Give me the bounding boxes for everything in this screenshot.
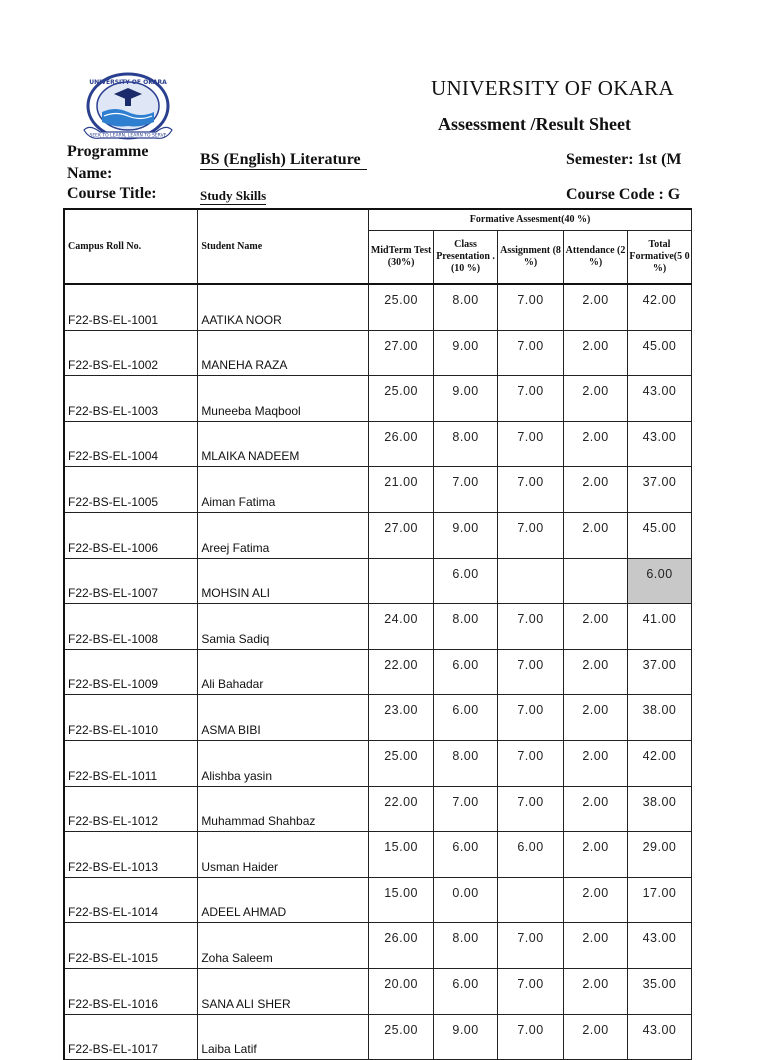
midterm-cell: 22.00 [369, 649, 434, 695]
midterm-cell: 25.00 [369, 376, 434, 422]
assignment-cell: 6.00 [498, 832, 564, 878]
campus-roll-cell: F22-BS-EL-1003 [64, 376, 198, 422]
student-name-cell: Usman Haider [198, 832, 369, 878]
header-student-name: Student Name [198, 209, 369, 284]
campus-roll-cell: F22-BS-EL-1002 [64, 330, 198, 376]
total-formative-cell: 37.00 [627, 467, 691, 513]
total-formative-cell: 43.00 [627, 923, 691, 969]
campus-roll-cell: F22-BS-EL-1015 [64, 923, 198, 969]
course-title-label: Course Title: [67, 185, 157, 202]
student-name-cell: MANEHA RAZA [198, 330, 369, 376]
presentation-cell: 6.00 [434, 649, 498, 695]
presentation-cell: 8.00 [434, 421, 498, 467]
table-row [64, 467, 692, 513]
table-row [64, 740, 692, 786]
presentation-cell: 6.00 [434, 695, 498, 741]
assignment-cell: 7.00 [498, 695, 564, 741]
midterm-cell: 27.00 [369, 512, 434, 558]
student-name-cell: AATIKA NOOR [198, 284, 369, 330]
attendance-cell: 2.00 [564, 284, 628, 330]
campus-roll-cell: F22-BS-EL-1011 [64, 740, 198, 786]
table-row [64, 923, 692, 969]
presentation-cell: 8.00 [434, 923, 498, 969]
attendance-cell [564, 558, 628, 604]
assignment-cell: 7.00 [498, 467, 564, 513]
campus-roll-cell: F22-BS-EL-1007 [64, 558, 198, 604]
presentation-cell: 0.00 [434, 877, 498, 923]
table-row [64, 968, 692, 1014]
table-body [64, 284, 692, 1060]
campus-roll-cell: F22-BS-EL-1016 [64, 968, 198, 1014]
student-name-cell: Laiba Latif [198, 1014, 369, 1060]
table-row [64, 421, 692, 467]
attendance-cell: 2.00 [564, 695, 628, 741]
attendance-cell: 2.00 [564, 740, 628, 786]
campus-roll-cell: F22-BS-EL-1013 [64, 832, 198, 878]
university-title: UNIVERSITY OF OKARA [431, 76, 674, 100]
logo-name: UNIVERSITY OF OKARA [89, 79, 167, 86]
attendance-cell: 2.00 [564, 467, 628, 513]
course-code-label: Course Code : G [566, 186, 681, 203]
table-row [64, 649, 692, 695]
student-name-cell: Aiman Fatima [198, 467, 369, 513]
student-name-cell: Ali Bahadar [198, 649, 369, 695]
header-attendance: Attendance (2 %) [564, 231, 628, 285]
table-row [64, 1014, 692, 1060]
campus-roll-cell: F22-BS-EL-1005 [64, 467, 198, 513]
midterm-cell: 27.00 [369, 330, 434, 376]
sheet-title: Assessment /Result Sheet [438, 114, 631, 134]
attendance-cell: 2.00 [564, 330, 628, 376]
campus-roll-cell: F22-BS-EL-1012 [64, 786, 198, 832]
presentation-cell: 8.00 [434, 604, 498, 650]
university-logo [70, 72, 186, 144]
header-presentation: Class Presentation .(10 %) [434, 231, 498, 285]
programme-label: Programme Name: [67, 143, 149, 182]
student-name-cell: MOHSIN ALI [198, 558, 369, 604]
attendance-cell: 2.00 [564, 786, 628, 832]
header-campus-roll: Campus Roll No. [64, 209, 198, 284]
assignment-cell: 7.00 [498, 923, 564, 969]
assignment-cell [498, 558, 564, 604]
table-row [64, 558, 692, 604]
attendance-cell: 2.00 [564, 877, 628, 923]
table-row [64, 786, 692, 832]
midterm-cell: 20.00 [369, 968, 434, 1014]
midterm-cell: 15.00 [369, 877, 434, 923]
campus-roll-cell: F22-BS-EL-1014 [64, 877, 198, 923]
total-formative-cell: 42.00 [627, 740, 691, 786]
presentation-cell: 9.00 [434, 512, 498, 558]
campus-roll-cell: F22-BS-EL-1009 [64, 649, 198, 695]
total-formative-cell: 38.00 [627, 786, 691, 832]
presentation-cell: 8.00 [434, 284, 498, 330]
attendance-cell: 2.00 [564, 832, 628, 878]
campus-roll-cell: F22-BS-EL-1010 [64, 695, 198, 741]
campus-roll-cell: F22-BS-EL-1008 [64, 604, 198, 650]
midterm-cell: 25.00 [369, 1014, 434, 1060]
attendance-cell: 2.00 [564, 649, 628, 695]
campus-roll-cell: F22-BS-EL-1004 [64, 421, 198, 467]
student-name-cell: ASMA BIBI [198, 695, 369, 741]
assignment-cell: 7.00 [498, 1014, 564, 1060]
assignment-cell: 7.00 [498, 786, 564, 832]
student-name-cell: MLAIKA NADEEM [198, 421, 369, 467]
student-name-cell: Areej Fatima [198, 512, 369, 558]
student-name-cell: Muhammad Shahbaz [198, 786, 369, 832]
table-row [64, 376, 692, 422]
midterm-cell: 25.00 [369, 740, 434, 786]
attendance-cell: 2.00 [564, 512, 628, 558]
result-table [63, 208, 692, 1060]
midterm-cell: 24.00 [369, 604, 434, 650]
course-title-value: Study Skills [200, 188, 267, 203]
presentation-cell: 9.00 [434, 330, 498, 376]
table-row [64, 877, 692, 923]
student-name-cell: Alishba yasin [198, 740, 369, 786]
table-row [64, 604, 692, 650]
programme-value: BS (English) Literature [200, 151, 367, 170]
logo-motto: SEEK TO LEARN, LEARN TO SERVE [89, 133, 167, 139]
presentation-cell: 9.00 [434, 1014, 498, 1060]
midterm-cell: 23.00 [369, 695, 434, 741]
student-name-cell: SANA ALI SHER [198, 968, 369, 1014]
student-name-cell: Muneeba Maqbool [198, 376, 369, 422]
midterm-cell: 26.00 [369, 421, 434, 467]
presentation-cell: 8.00 [434, 740, 498, 786]
attendance-cell: 2.00 [564, 1014, 628, 1060]
total-formative-cell: 45.00 [627, 330, 691, 376]
attendance-cell: 2.00 [564, 421, 628, 467]
header-formative-group: Formative Assesment(40 %) [369, 209, 692, 231]
midterm-cell: 26.00 [369, 923, 434, 969]
total-formative-cell: 6.00 [627, 558, 691, 604]
campus-roll-cell: F22-BS-EL-1017 [64, 1014, 198, 1060]
student-name-cell: Samia Sadiq [198, 604, 369, 650]
presentation-cell: 6.00 [434, 832, 498, 878]
total-formative-cell: 45.00 [627, 512, 691, 558]
presentation-cell: 9.00 [434, 376, 498, 422]
student-name-cell: Zoha Saleem [198, 923, 369, 969]
presentation-cell: 7.00 [434, 786, 498, 832]
attendance-cell: 2.00 [564, 604, 628, 650]
total-formative-cell: 43.00 [627, 421, 691, 467]
table-row [64, 695, 692, 741]
assignment-cell: 7.00 [498, 512, 564, 558]
presentation-cell: 6.00 [434, 968, 498, 1014]
assignment-cell: 7.00 [498, 284, 564, 330]
assignment-cell: 7.00 [498, 330, 564, 376]
attendance-cell: 2.00 [564, 968, 628, 1014]
total-formative-cell: 17.00 [627, 877, 691, 923]
total-formative-cell: 41.00 [627, 604, 691, 650]
presentation-cell: 6.00 [434, 558, 498, 604]
assignment-cell: 7.00 [498, 968, 564, 1014]
student-name-cell: ADEEL AHMAD [198, 877, 369, 923]
total-formative-cell: 43.00 [627, 1014, 691, 1060]
total-formative-cell: 29.00 [627, 832, 691, 878]
midterm-cell: 22.00 [369, 786, 434, 832]
attendance-cell: 2.00 [564, 923, 628, 969]
header-assignment: Assignment (8 %) [498, 231, 564, 285]
header-midterm: MidTerm Test (30%) [369, 231, 434, 285]
semester-label: Semester: 1st (M [566, 151, 682, 168]
total-formative-cell: 37.00 [627, 649, 691, 695]
table-row [64, 512, 692, 558]
assignment-cell: 7.00 [498, 604, 564, 650]
midterm-cell: 15.00 [369, 832, 434, 878]
table-row [64, 832, 692, 878]
midterm-cell: 21.00 [369, 467, 434, 513]
table-row [64, 284, 692, 330]
assignment-cell: 7.00 [498, 421, 564, 467]
table-row [64, 330, 692, 376]
assignment-cell [498, 877, 564, 923]
header-total-formative: Total Formative(5 0 %) [627, 231, 691, 285]
midterm-cell [369, 558, 434, 604]
total-formative-cell: 42.00 [627, 284, 691, 330]
total-formative-cell: 43.00 [627, 376, 691, 422]
presentation-cell: 7.00 [434, 467, 498, 513]
midterm-cell: 25.00 [369, 284, 434, 330]
campus-roll-cell: F22-BS-EL-1006 [64, 512, 198, 558]
campus-roll-cell: F22-BS-EL-1001 [64, 284, 198, 330]
attendance-cell: 2.00 [564, 376, 628, 422]
total-formative-cell: 38.00 [627, 695, 691, 741]
assignment-cell: 7.00 [498, 649, 564, 695]
assignment-cell: 7.00 [498, 376, 564, 422]
total-formative-cell: 35.00 [627, 968, 691, 1014]
assignment-cell: 7.00 [498, 740, 564, 786]
